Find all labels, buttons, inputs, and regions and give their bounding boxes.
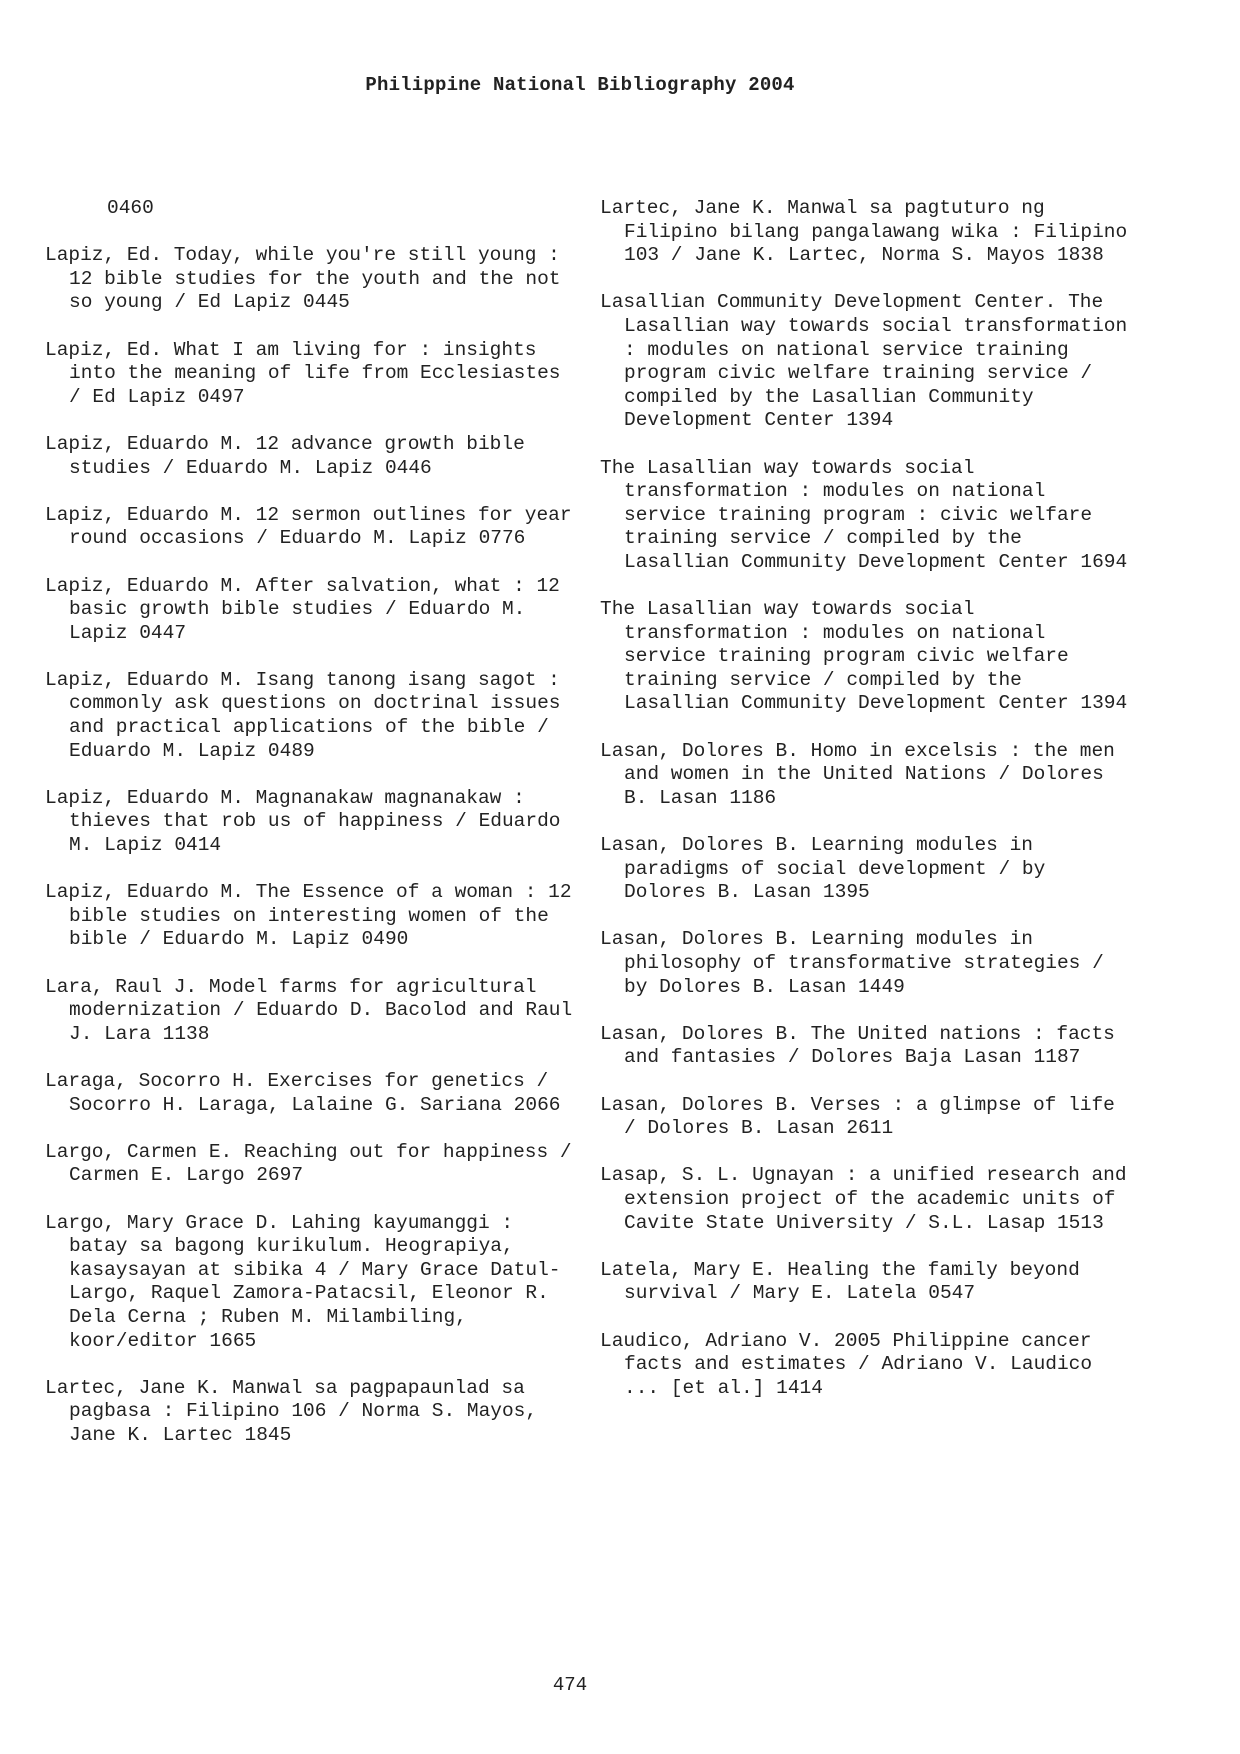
bibliography-entry: Largo, Carmen E. Reaching out for happiness / Carmen E. Largo 2697 [45, 1140, 572, 1187]
bibliography-entry: Lasan, Dolores B. The United nations : facts and fantasies / Dolores Baja Lasan 1187 [600, 1022, 1115, 1069]
page-title: Philippine National Bibliography 2004 [365, 74, 795, 96]
bibliography-entry: Lasan, Dolores B. Verses : a glimpse of life / Dolores B. Lasan 2611 [600, 1093, 1115, 1140]
bibliography-entry: Laraga, Socorro H. Exercises for genetics / Socorro H. Laraga, Lalaine G. Sariana 2066 [45, 1069, 561, 1116]
bibliography-entry: Lasan, Dolores B. Homo in excelsis : the men and women in the United Nations / Dolores B. Lasan 1186 [600, 739, 1115, 809]
bibliography-entry: Largo, Mary Grace D. Lahing kayumanggi : batay sa bagong kurikulum. Heograpiya, kasaysayan at sibika 4 / Mary Grace Datul-Largo, Raquel Zamora-Patacsil, Eleonor R. Dela Cerna ; Ruben M. Milambiling, koor/editor 1665 [45, 1211, 561, 1352]
page-number: 474 [552, 1674, 588, 1696]
bibliography-entry: Lapiz, Ed. Today, while you're still young : 12 bible studies for the youth and the not so young / Ed Lapiz 0445 [45, 244, 561, 314]
left-column [45, 197, 575, 1471]
bibliography-entry: Latela, Mary E. Healing the family beyond survival / Mary E. Latela 0547 [600, 1258, 1080, 1305]
bibliography-entry: Lapiz, Eduardo M. 12 advance growth bible studies / Eduardo M. Lapiz 0446 [45, 432, 525, 479]
continued-entry-number: 0460 [107, 197, 154, 219]
bibliography-entry: Laudico, Adriano V. 2005 Philippine cancer facts and estimates / Adriano V. Laudico ... [et al.] 1414 [600, 1329, 1093, 1399]
bibliography-entry: Lasap, S. L. Ugnayan : a unified research and extension project of the academic units of Cavite State University / S.L. Lasap 1513 [600, 1164, 1127, 1234]
bibliography-entry: Lasallian Community Development Center. The Lasallian way towards social transformation : modules on national service training program civic welfare training service / compiled by the Lasallian Community Development Center 1394 [600, 291, 1128, 432]
bibliography-entry: Lapiz, Eduardo M. 12 sermon outlines for year round occasions / Eduardo M. Lapiz 0776 [45, 503, 572, 550]
bibliography-entry: The Lasallian way towards social transformation : modules on national service training program civic welfare training service / compiled by the Lasallian Community Development Center 1394 [600, 598, 1128, 715]
right-entry-list [600, 197, 1130, 1400]
bibliography-entry: Lasan, Dolores B. Learning modules in paradigms of social development / by Dolores B. Lasan 1395 [600, 834, 1046, 904]
bibliography-entry: Lartec, Jane K. Manwal sa pagtuturo ng Filipino bilang pangalawang wika : Filipino 103 / Jane K. Lartec, Norma S. Mayos 1838 [600, 197, 1128, 267]
left-entry-list [45, 244, 575, 1447]
bibliography-entry: Lapiz, Eduardo M. Isang tanong isang sagot : commonly ask questions on doctrinal issues and practical applications of the bible / Eduardo M. Lapiz 0489 [45, 668, 561, 762]
bibliography-entry: Lapiz, Eduardo M. The Essence of a woman : 12 bible studies on interesting women of the bible / Eduardo M. Lapiz 0490 [45, 881, 572, 951]
bibliography-entry: The Lasallian way towards social transformation : modules on national service training program : civic welfare training service / compiled by the Lasallian Community Development Center 1694 [600, 456, 1128, 573]
bibliography-entry: Lara, Raul J. Model farms for agricultural modernization / Eduardo D. Bacolod and Raul J. Lara 1138 [45, 975, 573, 1045]
bibliography-entry: Lartec, Jane K. Manwal sa pagpapaunlad sa pagbasa : Filipino 106 / Norma S. Mayos, Jane K. Lartec 1845 [45, 1376, 538, 1446]
right-column [600, 197, 1130, 1424]
bibliography-entry: Lapiz, Eduardo M. After salvation, what : 12 basic growth bible studies / Eduardo M. Lapiz 0447 [45, 574, 560, 644]
bibliography-entry: Lasan, Dolores B. Learning modules in philosophy of transformative strategies / by Dolores B. Lasan 1449 [600, 928, 1104, 998]
bibliography-entry: Lapiz, Ed. What I am living for : insights into the meaning of life from Ecclesiastes / Ed Lapiz 0497 [45, 338, 561, 408]
bibliography-entry: Lapiz, Eduardo M. Magnanakaw magnanakaw : thieves that rob us of happiness / Eduardo M. Lapiz 0414 [45, 786, 561, 857]
